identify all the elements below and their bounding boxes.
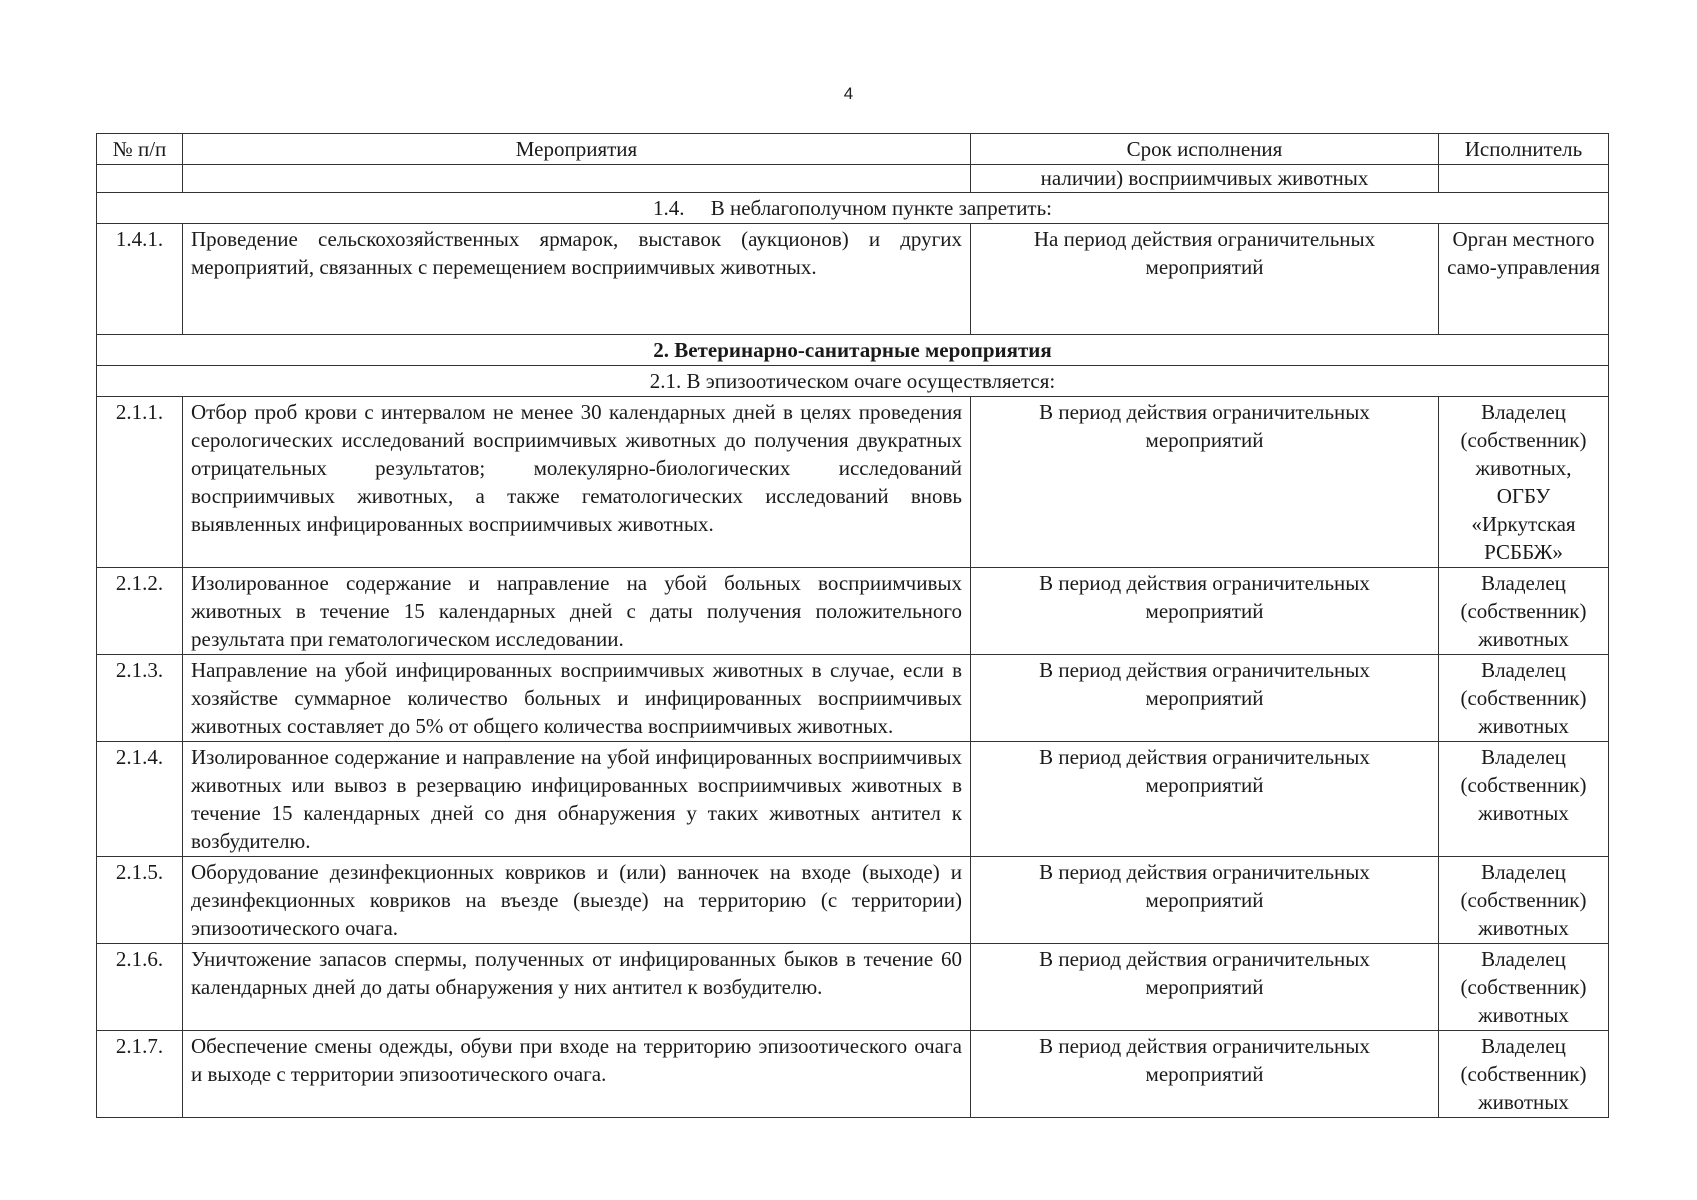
row-num: 2.1.6. (97, 944, 183, 1031)
row-activity: Уничтожение запасов спермы, полученных от инфицированных быков в течение 60 календарных дней до даты обнаружения у них антител к возбудителю. (183, 944, 971, 1031)
row-activity: Проведение сельскохозяйственных ярмарок, выставок (аукционов) и других мероприятий, связанных с перемещением восприимчивых животных. (183, 224, 971, 335)
row-activity: Изолированное содержание и направление на убой больных восприимчивых животных в течение 15 календарных дней с даты получения положительного результата при гематологическом исследовании. (183, 568, 971, 655)
row-term: В период действия ограничительных мероприятий (971, 857, 1439, 944)
continuation-row (97, 165, 1609, 193)
header-num: № п/п (97, 134, 183, 165)
row-num (97, 165, 183, 193)
row-term: В период действия ограничительных мероприятий (971, 397, 1439, 568)
row-term: На период действия ограничительных мероприятий (971, 224, 1439, 335)
table-row (97, 568, 1609, 655)
table-row (97, 857, 1609, 944)
row-executor: Владелец (собственник) животных (1439, 1031, 1609, 1118)
row-term: В период действия ограничительных мероприятий (971, 655, 1439, 742)
table-row (97, 397, 1609, 568)
row-term: В период действия ограничительных мероприятий (971, 568, 1439, 655)
section-row-2-1 (97, 366, 1609, 397)
row-term: наличии) восприимчивых животных (971, 165, 1439, 193)
section-heading-2: 2. Ветеринарно-санитарные мероприятия (97, 335, 1609, 366)
table-row (97, 1031, 1609, 1118)
page-number: 4 (843, 84, 854, 103)
row-executor: Орган местного само-управления (1439, 224, 1609, 335)
row-activity: Направление на убой инфицированных восприимчивых животных в случае, если в хозяйстве суммарное количество больных и инфицированных восприимчивых животных составляет до 5% от общего количества восприимчивых животных. (183, 655, 971, 742)
header-activity: Мероприятия (183, 134, 971, 165)
section-heading-2-1: 2.1. В эпизоотическом очаге осуществляется: (97, 366, 1609, 397)
row-num: 2.1.4. (97, 742, 183, 857)
header-term: Срок исполнения (971, 134, 1439, 165)
row-executor: Владелец (собственник) животных (1439, 655, 1609, 742)
measures-table (96, 133, 1609, 1118)
row-activity: Отбор проб крови с интервалом не менее 30 календарных дней в целях проведения серологических исследований восприимчивых животных до получения двукратных отрицательных результатов; молекулярно-биологических исследований восприимчивых животных, а также гематологических исследований вновь выявленных инфицированных восприимчивых животных. (183, 397, 971, 568)
table-row (97, 742, 1609, 857)
row-num: 2.1.2. (97, 568, 183, 655)
row-term: В период действия ограничительных мероприятий (971, 944, 1439, 1031)
row-term: В период действия ограничительных мероприятий (971, 742, 1439, 857)
row-executor: Владелец (собственник) животных (1439, 568, 1609, 655)
section-heading-1-4: 1.4. В неблагополучном пункте запретить: (97, 193, 1609, 224)
table-row (97, 655, 1609, 742)
row-activity: Изолированное содержание и направление на убой инфицированных восприимчивых животных или вывоз в резервацию инфицированных восприимчивых животных в течение 15 календарных дней со дня обнаружения у таких животных антител к возбудителю. (183, 742, 971, 857)
row-term: В период действия ограничительных мероприятий (971, 1031, 1439, 1118)
row-executor: Владелец (собственник) животных (1439, 742, 1609, 857)
row-num: 1.4.1. (97, 224, 183, 335)
row-activity: Оборудование дезинфекционных ковриков и (или) ванночек на входе (выходе) и дезинфекционных ковриков на въезде (выезде) на территорию (с территории) эпизоотического очага. (183, 857, 971, 944)
header-executor: Исполнитель (1439, 134, 1609, 165)
row-activity (183, 165, 971, 193)
row-executor (1439, 165, 1609, 193)
table-header-row (97, 134, 1609, 165)
row-num: 2.1.1. (97, 397, 183, 568)
row-num: 2.1.3. (97, 655, 183, 742)
table-row (97, 944, 1609, 1031)
table-row (97, 224, 1609, 335)
row-num: 2.1.7. (97, 1031, 183, 1118)
row-executor: Владелец (собственник) животных, ОГБУ «Иркутская РСББЖ» (1439, 397, 1609, 568)
row-executor: Владелец (собственник) животных (1439, 944, 1609, 1031)
section-row-1-4 (97, 193, 1609, 224)
row-num: 2.1.5. (97, 857, 183, 944)
row-executor: Владелец (собственник) животных (1439, 857, 1609, 944)
row-activity: Обеспечение смены одежды, обуви при входе на территорию эпизоотического очага и выходе с территории эпизоотического очага. (183, 1031, 971, 1118)
section-row-2 (97, 335, 1609, 366)
